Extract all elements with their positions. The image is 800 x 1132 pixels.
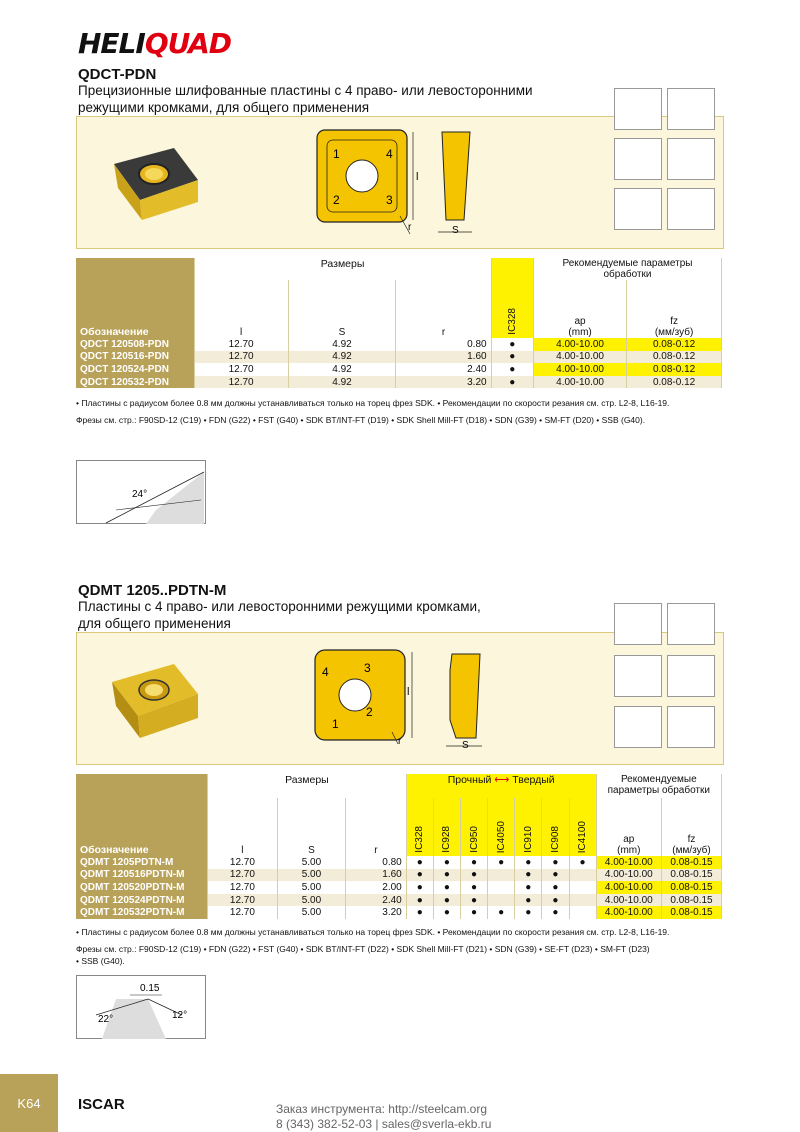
grade-header: IC928 bbox=[433, 798, 460, 856]
section1-table bbox=[76, 258, 722, 388]
grades-header: Прочный ⟷ Твердый bbox=[406, 774, 596, 798]
insert-photo-2 bbox=[92, 646, 208, 742]
arrow-icon: ⟷ bbox=[494, 774, 510, 786]
insert-drawing-1 bbox=[300, 120, 490, 240]
plunging-icon bbox=[614, 188, 662, 230]
table-row: QDMT 120520PDTN-M 12.70 5.00 2.00 ● ● ● ● ● 4.00-10.00 0.08-0.15 bbox=[76, 881, 722, 894]
slotting-icon bbox=[667, 88, 715, 130]
grade-header: IC910 bbox=[515, 798, 542, 856]
col-l-header: l bbox=[208, 798, 278, 856]
section2-note: • Пластины с радиусом более 0.8 мм должны устанавливаться только на торец фрез SDK. • Рекомендации по скорости резания см. стр. L2-8, L16-19. bbox=[76, 927, 670, 937]
dim-r: r bbox=[408, 222, 412, 233]
col-l-header: l bbox=[194, 280, 288, 338]
insert-photo-1 bbox=[92, 130, 208, 226]
dim-s: S bbox=[462, 740, 469, 751]
col-name-header: Обозначение bbox=[76, 774, 208, 856]
corner-label: 1 bbox=[333, 147, 340, 161]
slotting-icon bbox=[667, 603, 715, 645]
angle-label: 12° bbox=[172, 1010, 188, 1021]
grade-header: IC950 bbox=[461, 798, 488, 856]
angle-label: 24° bbox=[132, 489, 148, 500]
heliquad-logo: HELIQUAD bbox=[78, 27, 232, 60]
col-fz-header: fz (мм/зуб) bbox=[627, 280, 722, 338]
section2-cutters: Фрезы см. стр.: F90SD-12 (C19) • FDN (G22) • FST (G40) • SDK BT/INT-FT (D22) • SDK Shell Mill-FT (D21) • SDN (G39) • SE-FT (D23) • SM-FT (D23) bbox=[76, 944, 650, 954]
dim-l: l bbox=[416, 171, 419, 183]
contact-phone-email[interactable]: 8 (343) 382-52-03 | sales@sverla-ekb.ru bbox=[276, 1117, 492, 1131]
dims-header: Размеры bbox=[208, 774, 407, 798]
order-link[interactable]: Заказ инструмента: http://steelcam.org bbox=[276, 1102, 488, 1116]
ramping-icon bbox=[614, 138, 662, 180]
corner-label: 1 bbox=[332, 717, 339, 731]
corner-label: 2 bbox=[333, 193, 340, 207]
dim-r: r bbox=[398, 736, 402, 747]
col-s-header: S bbox=[288, 280, 396, 338]
grade-header: IC328 bbox=[491, 258, 533, 338]
corner-label: 4 bbox=[386, 147, 393, 161]
section1-note: • Пластины с радиусом более 0.8 мм должны устанавливаться только на торец фрез SDK. • Рекомендации по скорости резания см. стр. L2-8, L16-19. bbox=[76, 398, 670, 408]
face-milling-icon bbox=[667, 655, 715, 697]
table-row: QDMT 120524PDTN-M 12.70 5.00 2.40 ● ● ● ● ● 4.00-10.00 0.08-0.15 bbox=[76, 894, 722, 907]
grade-header: IC908 bbox=[542, 798, 569, 856]
ramping-icon bbox=[614, 655, 662, 697]
col-r-header: r bbox=[346, 798, 407, 856]
page-number: K64 bbox=[0, 1074, 58, 1132]
corner-label: 3 bbox=[364, 661, 371, 675]
dim-s: S bbox=[452, 225, 459, 236]
section1-code: QDCT-PDN bbox=[78, 66, 157, 83]
params-header: Рекомендуемые параметры обработки bbox=[596, 774, 721, 798]
edge-detail-2 bbox=[76, 975, 206, 1039]
table-row: QDCT 120516-PDN 12.70 4.92 1.60 ● 4.00-10.00 0.08-0.12 bbox=[76, 351, 722, 364]
company-name: ISCAR bbox=[78, 1096, 125, 1113]
angle-label: 22° bbox=[98, 1014, 114, 1025]
grade-header: IC328 bbox=[406, 798, 433, 856]
section2-cutters-cont: • SSB (G40). bbox=[76, 956, 125, 966]
contact-block bbox=[276, 1102, 491, 1132]
section2-table bbox=[76, 774, 722, 919]
pocket-milling-icon bbox=[667, 188, 715, 230]
plunging-icon bbox=[614, 706, 662, 748]
col-name-header: Обозначение bbox=[76, 258, 194, 338]
table-row: QDMT 120516PDTN-M 12.70 5.00 1.60 ● ● ● ● ● 4.00-10.00 0.08-0.15 bbox=[76, 869, 722, 882]
section1-cutters: Фрезы см. стр.: F90SD-12 (C19) • FDN (G22) • FST (G40) • SDK BT/INT-FT (D19) • SDK Shell Mill-FT (D18) • SDN (G39) • SM-FT (D20) • SSB (G40). bbox=[76, 415, 646, 425]
corner-label: 2 bbox=[366, 705, 373, 719]
face-milling-icon bbox=[667, 138, 715, 180]
col-s-header: S bbox=[277, 798, 345, 856]
pocket-milling-icon bbox=[667, 706, 715, 748]
params-header: Рекомендуемые параметры обработки bbox=[533, 258, 721, 280]
table-row: QDCT 120524-PDN 12.70 4.92 2.40 ● 4.00-10.00 0.08-0.12 bbox=[76, 363, 722, 376]
col-fz-header: fz (мм/зуб) bbox=[661, 798, 721, 856]
shoulder-milling-icon bbox=[614, 603, 662, 645]
dim-l: l bbox=[407, 686, 410, 698]
table-row: QDMT 120532PDTN-M 12.70 5.00 3.20 ● ● ● ● ● ● 4.00-10.00 0.08-0.15 bbox=[76, 906, 722, 919]
dims-header: Размеры bbox=[194, 258, 491, 280]
table-row: QDMT 1205PDTN-M 12.70 5.00 0.80 ● ● ● ● ● ● ● 4.00-10.00 0.08-0.15 bbox=[76, 856, 722, 869]
table-row: QDCT 120532-PDN 12.70 4.92 3.20 ● 4.00-10.00 0.08-0.12 bbox=[76, 376, 722, 389]
dim-label: 0.15 bbox=[140, 983, 160, 994]
section2-description: Пластины с 4 право- или левосторонними режущими кромками, для общего применения bbox=[78, 599, 481, 631]
shoulder-milling-icon bbox=[614, 88, 662, 130]
section2-code: QDMT 1205..PDTN-M bbox=[78, 582, 227, 599]
corner-label: 4 bbox=[322, 665, 329, 679]
table-row: QDCT 120508-PDN 12.70 4.92 0.80 ● 4.00-10.00 0.08-0.12 bbox=[76, 338, 722, 351]
insert-drawing-2 bbox=[300, 640, 490, 755]
corner-label: 3 bbox=[386, 193, 393, 207]
col-ap-header: ap (mm) bbox=[596, 798, 661, 856]
grade-header: IC4100 bbox=[569, 798, 596, 856]
section1-description: Прецизионные шлифованные пластины с 4 право- или левосторонними режущими кромками, для общего применения bbox=[78, 83, 533, 115]
col-r-header: r bbox=[396, 280, 491, 338]
col-ap-header: ap (mm) bbox=[533, 280, 626, 338]
grade-header: IC4050 bbox=[488, 798, 515, 856]
edge-detail-1 bbox=[76, 460, 206, 524]
